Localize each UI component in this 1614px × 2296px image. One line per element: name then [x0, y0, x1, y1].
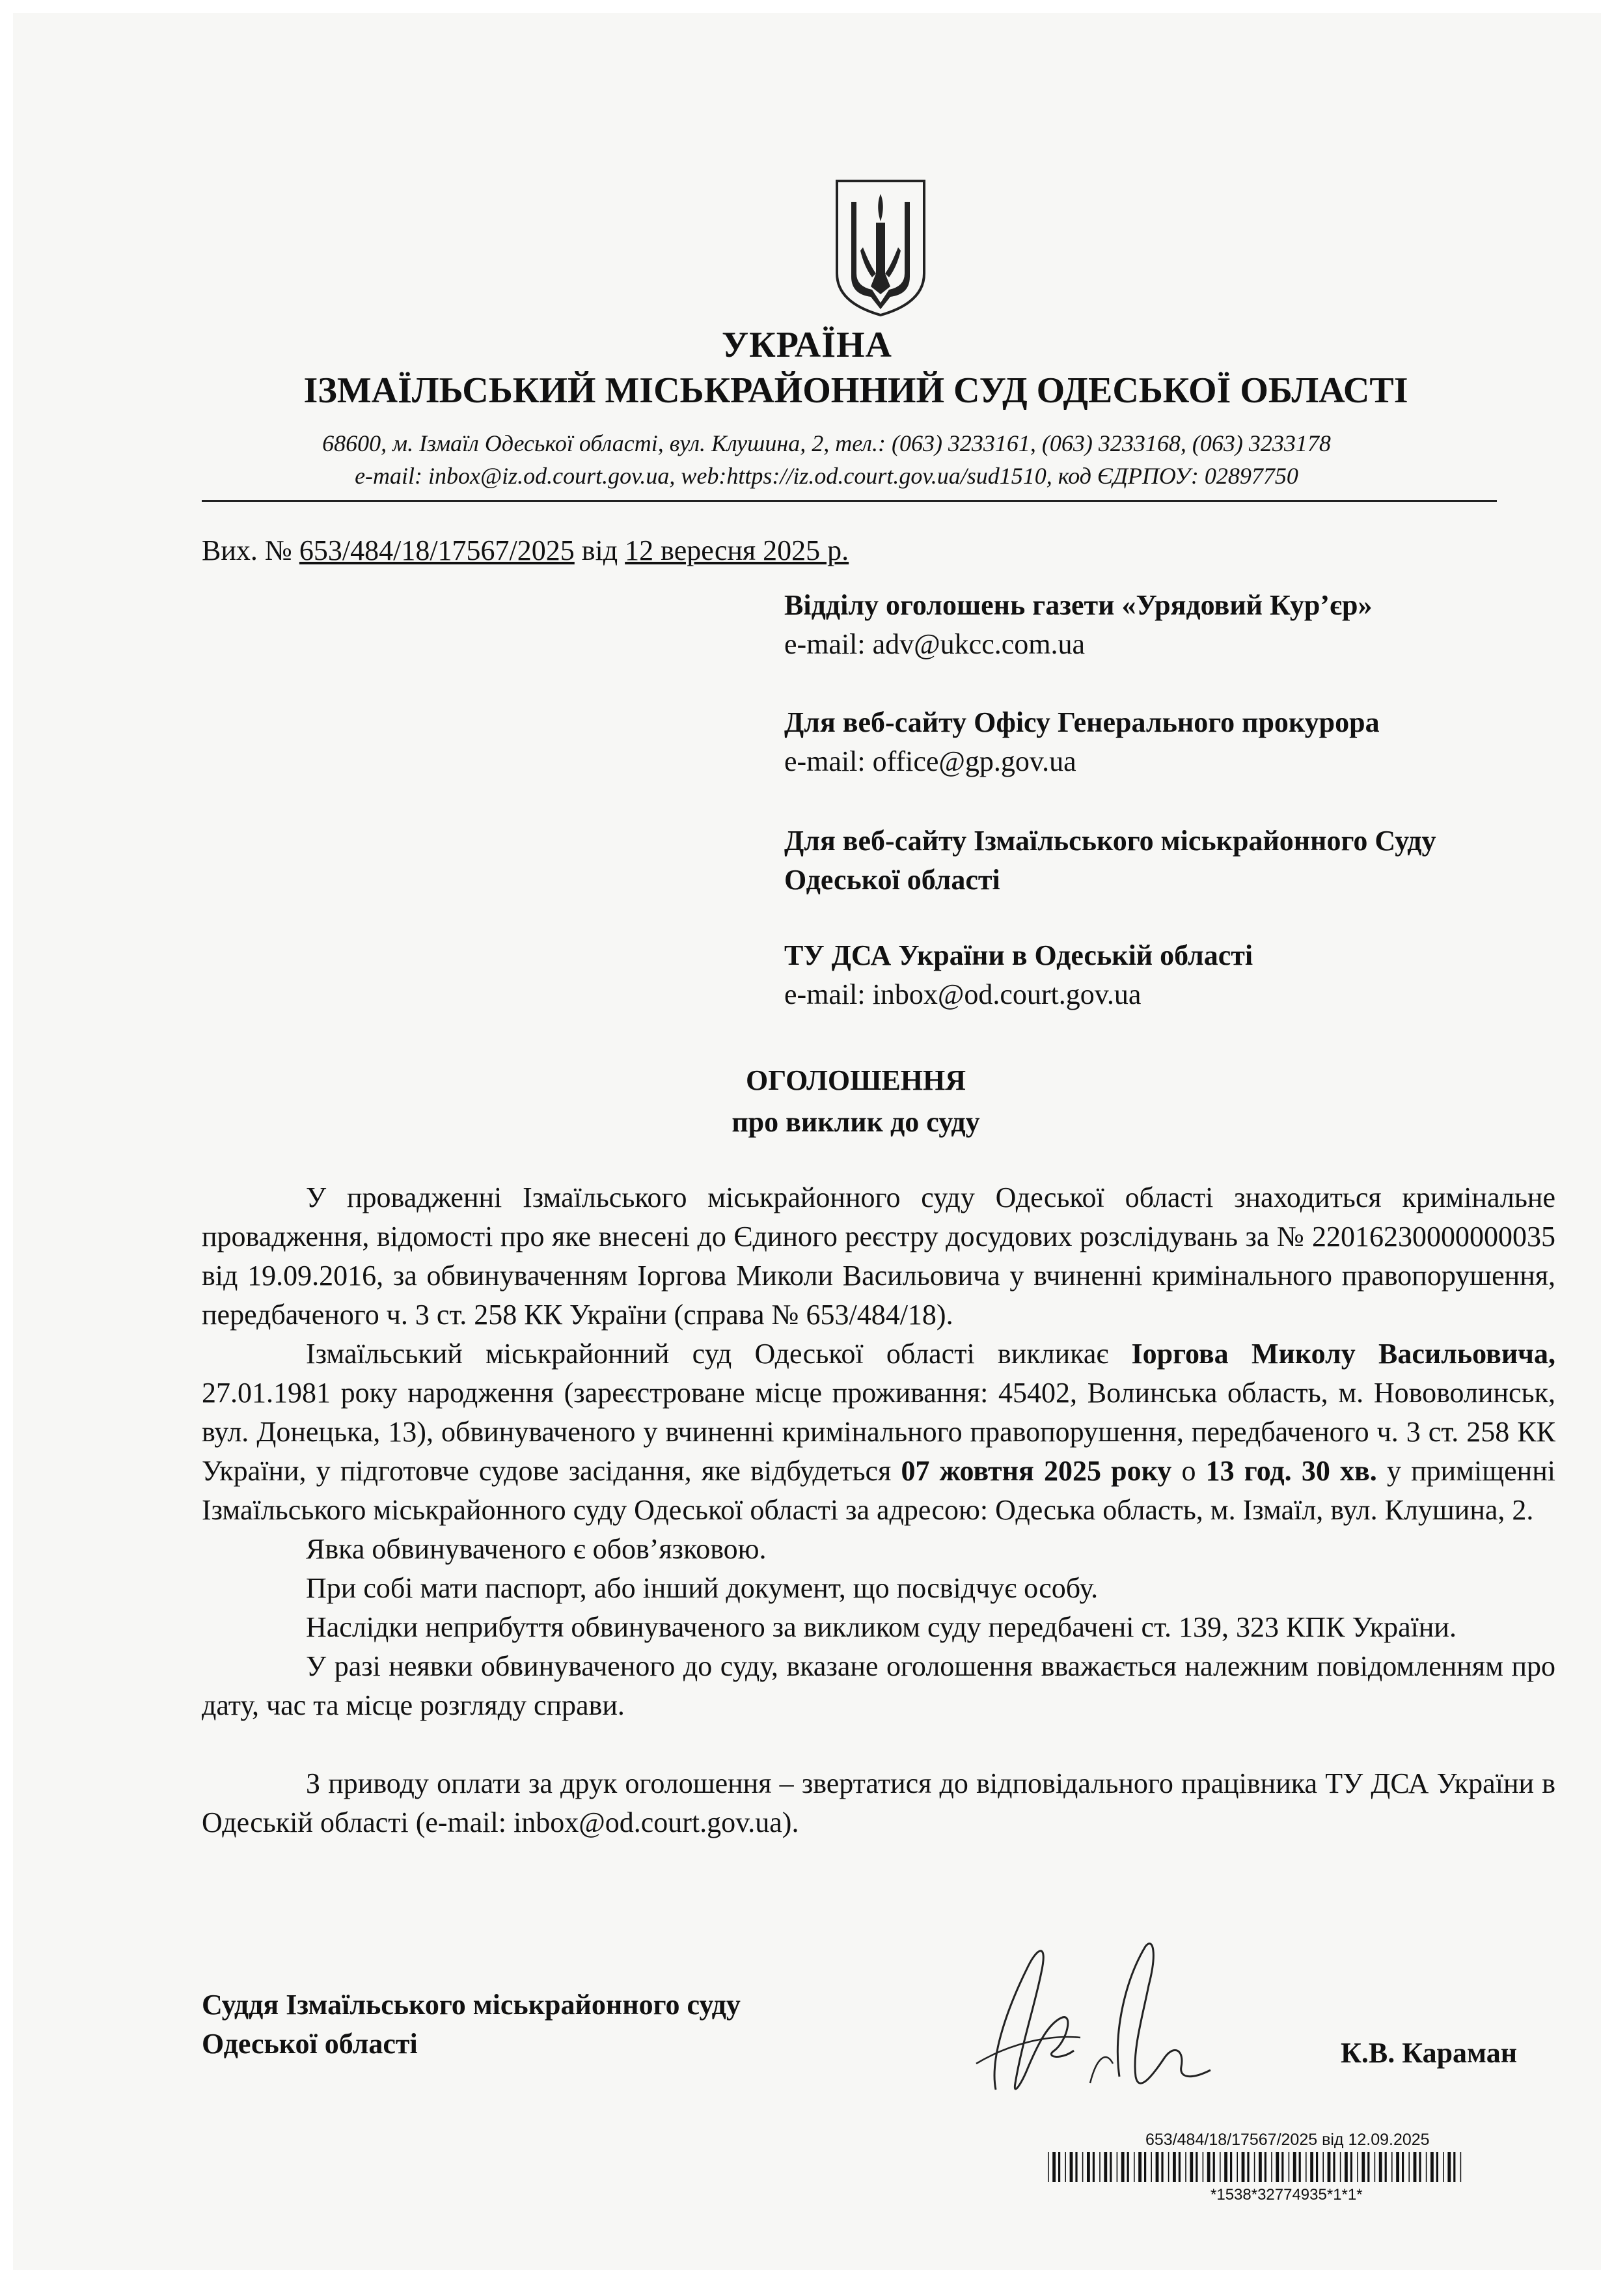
barcode-bar — [1224, 2152, 1227, 2182]
barcode-bar — [1379, 2152, 1382, 2182]
outgoing-prefix: Вих. № — [202, 534, 292, 566]
signer-name: К.В. Караман — [1341, 2037, 1518, 2069]
barcode-bar — [1134, 2152, 1135, 2182]
barcode-bar — [1322, 2152, 1324, 2182]
barcode-bar — [1419, 2152, 1421, 2182]
barcode-bar — [1265, 2152, 1266, 2182]
barcode-bar — [1293, 2152, 1296, 2182]
document-page — [13, 13, 1601, 2270]
barcode-bar — [1242, 2152, 1245, 2182]
recipient — [784, 586, 1474, 664]
barcode-bar — [1087, 2152, 1090, 2182]
barcode-bar — [1075, 2152, 1077, 2182]
barcode-bar — [1156, 2152, 1159, 2182]
recipient — [784, 703, 1474, 781]
barcode-bar — [1345, 2152, 1348, 2182]
barcode-bar — [1328, 2152, 1331, 2182]
hearing-time: 13 год. 30 хв. — [1205, 1455, 1377, 1487]
barcode-bar — [1460, 2152, 1462, 2182]
header-divider — [202, 500, 1497, 502]
barcode-bar — [1127, 2152, 1129, 2182]
barcode-bar — [1070, 2152, 1073, 2182]
barcode-bar — [1426, 2152, 1427, 2182]
barcode-bar — [1299, 2152, 1301, 2182]
court-name: ІЗМАЇЛЬСЬКИЙ МІСЬКРАЙОННИЙ СУД ОДЕСЬКОЇ ОБЛАСТІ — [303, 370, 1408, 411]
barcode-bar — [1408, 2152, 1410, 2182]
hearing-date: 07 жовтня 2025 року — [901, 1455, 1172, 1487]
paragraph: Явка обвинуваченого є обов’язковою. — [306, 1533, 767, 1565]
barcode-bar — [1385, 2152, 1387, 2182]
outgoing-number — [202, 534, 849, 567]
accused-name: Іоргова Миколу Васильовича, — [1131, 1338, 1555, 1370]
paragraph: Наслідки неприбуття обвинуваченого за викликом суду передбачені ст. 139, 323 КПК України. — [306, 1611, 1457, 1643]
barcode-bar — [1310, 2152, 1313, 2182]
court-contacts: e-mail: inbox@iz.od.court.gov.ua, web:https://iz.od.court.gov.ua/sud1510, код ЄДРПОУ: 02897750 — [355, 463, 1298, 489]
paragraph: У провадженні Ізмаїльського міськрайонного суду Одеської області знаходиться кримінальне провадження, відомості про яке внесені до Єдиного реєстру досудових розслідувань за № 22016230000000035 від 19.09.2016, за обвинуваченням Іоргова Миколи Васильовича у вчиненні кримінального правопорушення, передбаченого ч. 3 ст. 258 КК України (справа № 653/484/18). — [202, 1182, 1555, 1331]
barcode-bar — [1121, 2152, 1125, 2182]
barcode-bar — [1065, 2152, 1066, 2182]
barcode-bar — [1058, 2152, 1060, 2182]
barcode-bar — [1276, 2152, 1279, 2182]
barcode-bar — [1213, 2152, 1215, 2182]
barcode-bar — [1430, 2152, 1434, 2182]
barcode-id: *1538*32774935*1*1* — [1210, 2186, 1363, 2204]
recipient-email: e-mail: adv@ukcc.com.ua — [784, 628, 1085, 660]
barcode-bar — [1207, 2152, 1210, 2182]
barcode-bar — [1375, 2152, 1376, 2182]
recipient-name: Для веб-сайту Ізмаїльського міськрайонного Суду Одеської області — [784, 825, 1436, 896]
barcode-bar — [1173, 2152, 1176, 2182]
paragraph: З приводу оплати за друк оголошення – звертатися до відповідального працівника ТУ ДСА України в Одеській області (e-mail: inbox@od.court.gov.ua). — [202, 1767, 1555, 1838]
barcode-bar — [1104, 2152, 1107, 2182]
country-title: УКРАЇНА — [722, 325, 892, 365]
barcode-bar — [1254, 2152, 1255, 2182]
signer-position-line: Одеської області — [202, 2028, 418, 2060]
barcode-bar — [1443, 2152, 1444, 2182]
barcode-bar — [1436, 2152, 1438, 2182]
barcode-bar — [1093, 2152, 1095, 2182]
barcode-bar — [1190, 2152, 1193, 2182]
paragraph: При собі мати паспорт, або інший документ, що посвідчує особу. — [306, 1572, 1099, 1604]
barcode-bar — [1414, 2152, 1417, 2182]
paragraph-text: у приміщенні Ізмаїльського міськрайонного суду Одеської області за адресою: Одеська область, м. Ізмаїл, вул. Клушина, 2. — [202, 1455, 1555, 1526]
barcode-bar — [1230, 2152, 1232, 2182]
barcode-bar — [1361, 2152, 1365, 2182]
barcode-bar — [1367, 2152, 1369, 2182]
barcode-bar — [1099, 2152, 1101, 2182]
barcode-bar — [1110, 2152, 1112, 2182]
recipient-name: Для веб-сайту Офісу Генерального прокурора — [784, 706, 1380, 738]
barcode-bar — [1082, 2152, 1084, 2182]
barcode-bar — [1138, 2152, 1142, 2182]
outgoing-number-value: 653/484/18/17567/2025 — [299, 534, 575, 566]
court-address: 68600, м. Ізмаїл Одеської області, вул. Клушина, 2, тел.: (063) 3233161, (063) 3233168, (063) 3233178 — [322, 430, 1331, 456]
paragraph-text: о — [1171, 1455, 1206, 1487]
barcode-bar — [1179, 2152, 1181, 2182]
barcode-bar — [1447, 2152, 1451, 2182]
notice-subtitle: про виклик до суду — [732, 1106, 980, 1138]
barcode-bar — [1185, 2152, 1186, 2182]
barcode-bar — [1117, 2152, 1118, 2182]
recipient-email: e-mail: office@gp.gov.ua — [784, 745, 1076, 777]
barcode-bar — [1151, 2152, 1152, 2182]
barcode-bar — [1316, 2152, 1318, 2182]
barcode-bar — [1281, 2152, 1283, 2182]
barcode-bar — [1306, 2152, 1307, 2182]
paragraph: У разі неявки обвинуваченого до суду, вказане оголошення вважається належним повідомленням про дату, час та місце розгляду справи. — [202, 1650, 1555, 1721]
barcode-bar — [1350, 2152, 1352, 2182]
recipient — [784, 822, 1474, 900]
barcode-bar — [1220, 2152, 1221, 2182]
barcode-bar — [1196, 2152, 1197, 2182]
handwritten-signature — [950, 1927, 1250, 2109]
coat-of-arms-icon — [832, 176, 929, 319]
registration-number: 653/484/18/17567/2025 від 12.09.2025 — [1145, 2131, 1430, 2149]
notice-body — [202, 1178, 1555, 1842]
barcode-bar — [1402, 2152, 1404, 2182]
barcode-bar — [1333, 2152, 1335, 2182]
barcode-bar — [1453, 2152, 1455, 2182]
recipient — [784, 936, 1474, 1014]
barcode-bar — [1396, 2152, 1399, 2182]
paragraph — [202, 1335, 1555, 1530]
barcode-icon — [1048, 2152, 1464, 2182]
barcode-bar — [1237, 2152, 1238, 2182]
signer-position — [202, 1985, 741, 2064]
barcode-bar — [1048, 2152, 1049, 2182]
barcode-bar — [1203, 2152, 1204, 2182]
barcode-bar — [1247, 2152, 1249, 2182]
barcode-bar — [1259, 2152, 1262, 2182]
outgoing-date: 12 вересня 2025 р. — [625, 534, 849, 566]
recipient-name: Відділу оголошень газети «Урядовий Кур’єр» — [784, 589, 1373, 621]
recipient-email: e-mail: inbox@od.court.gov.ua — [784, 978, 1142, 1010]
paragraph-text: Ізмаїльський міськрайонний суд Одеської області викликає — [306, 1338, 1132, 1370]
barcode-bar — [1391, 2152, 1393, 2182]
recipient-name: ТУ ДСА України в Одеській області — [784, 939, 1253, 971]
paragraph-text: 27.01.1981 року народження (зареєстроване місце проживання: 45402, Волинська область, м. Нововолинськ, вул. Донецька, 13), обвинуваченого у вчиненні кримінального правопорушення, передбаченого ч. 3 ст. 258 КК України, у підготовче судове засідання, яке відбудеться — [202, 1377, 1555, 1487]
barcode-bar — [1289, 2152, 1290, 2182]
barcode-bar — [1340, 2152, 1341, 2182]
barcode-bar — [1161, 2152, 1163, 2182]
outgoing-from: від — [581, 534, 618, 566]
barcode-bar — [1052, 2152, 1056, 2182]
barcode-bar — [1144, 2152, 1146, 2182]
barcode-bar — [1168, 2152, 1169, 2182]
notice-title: ОГОЛОШЕННЯ — [745, 1064, 966, 1096]
barcode-bar — [1271, 2152, 1272, 2182]
signer-position-line: Суддя Ізмаїльського міськрайонного суду — [202, 1989, 741, 2021]
barcode-bar — [1357, 2152, 1358, 2182]
